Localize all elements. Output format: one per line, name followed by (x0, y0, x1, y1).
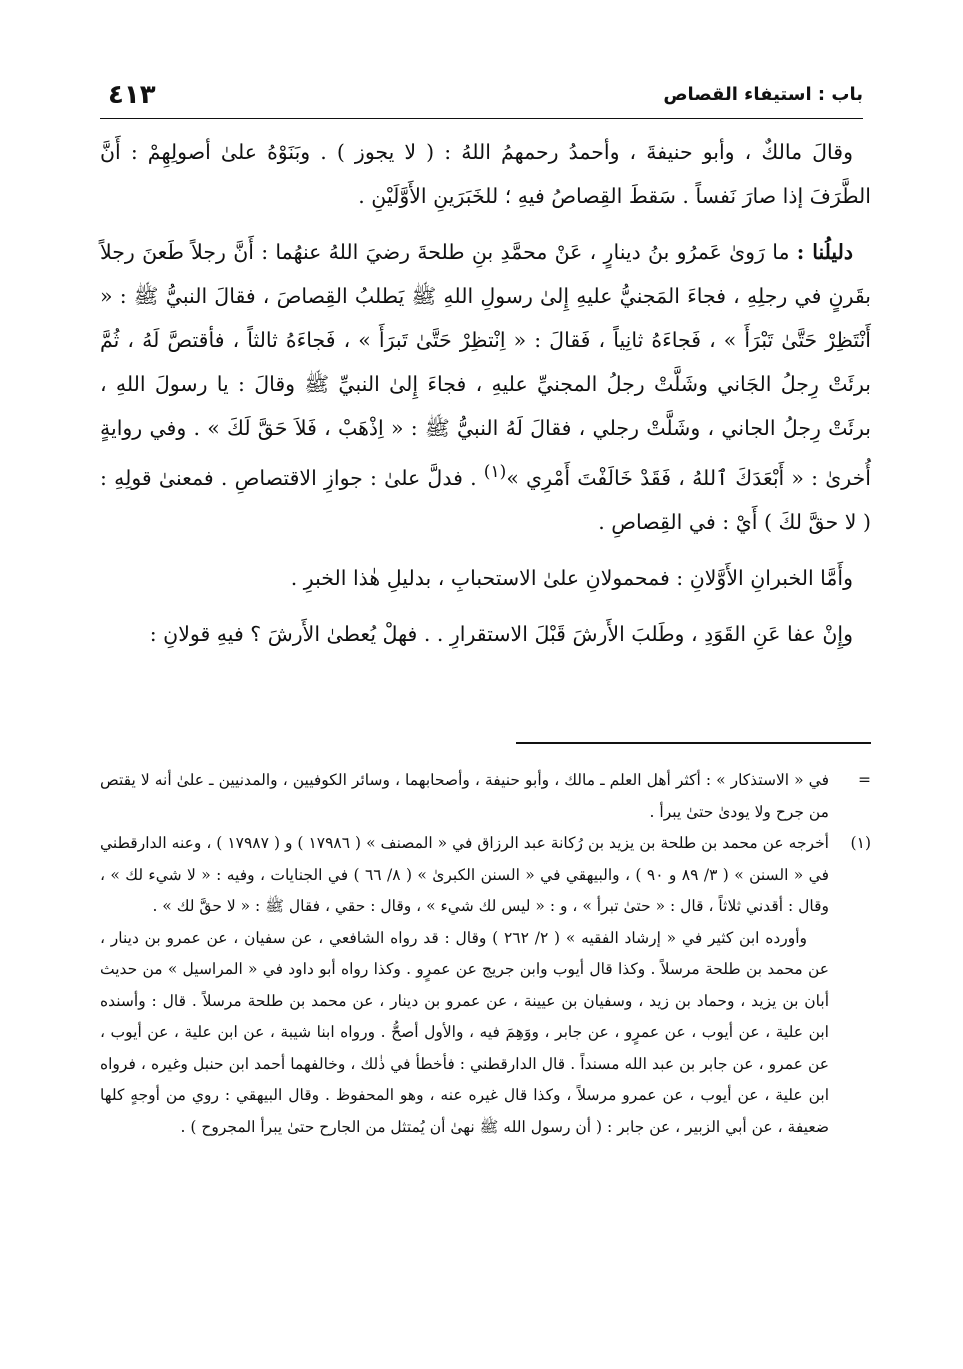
paragraph-3: وأَمَّا الخبرانِ الأَوَّلانِ : فمحمولانِ علىٰ الاستحبابِ ، بدليلِ هٰذا الخبرِ . (290, 565, 853, 590)
footnote-continuation (100, 765, 871, 828)
chapter-title: باب : استيفاء القصاص (663, 84, 863, 105)
paragraph-2-lead: دليلُنا : (796, 240, 853, 264)
paragraph-2 (100, 230, 871, 544)
footnote-1-paragraph-1: أخرجه عن محمد بن طلحة بن يزيد بن رُكانة عبد الرزاق في « المصنف » ( ١٧٩٨٦ ) و ( ١٧٩٨٧ ) ، وعنه الدارقطني في « السنن » ( ٣/ ٨٩ و ٩٠ ) ، والبيهقي في « السنن الكبرىٰ » ( ٨/ ٦٦ ) في الجنايات ، وفيه : « لا شيء لك » ، وقال : أقدني ثلاثاً ، قال : « حتىٰ تبرأ » ، و : « ليس لك شيء » ، وقال : حقي ، فقال ﷺ : « لا حقَّ لك » . (100, 834, 829, 915)
footnote-1-paragraph-2: وأورده ابن كثير في « إرشاد الفقيه » ( ٢/ ٢٦٢ ) وقال : قد رواه الشافعي ، عن سفيان ، عن عمرو بن دينار ، عن محمد بن طلحة مرسلاً . وكذا قال أيوب وابن جريج عن عمرٍو . وكذا رواه أبو داود في « المراسيل » من حديث أبان بن يزيد ، وحماد بن زيد ، وسفيان بن عيينة ، عن عمرو بن دينار ، عن محمد بن طلحة مرسلاً . قال : وأسنده ابن علية ، عن أيوب ، عن عمرٍو ، عن جابر ، ووَهِمَ فيه ، والأول أصحُّ . ورواه ابنا شيبة ، عن ابن علية ، عن أيوب ، عن عمرو ، عن جابر بن عبد الله مسنداً . قال الدارقطني : فأخطأ في ذٰلك ، وخالفهما أحمد ابن حنبل وغيره ، فرواه ابن علية ، عن أيوب ، عن عمرو مرسلاً ، وكذا قال غيره عنه ، وهو المحفوظ . وقال البيهقي : روي من أوجهٍ كلها ضعيفة ، عن أبي الزبير ، عن جابر : ( أن رسول الله ﷺ نهىٰ أن يُمتثل من الجارح حتىٰ يبرأ المجروح ) . (100, 928, 829, 1136)
footnote-1-marker: (١) (850, 834, 871, 852)
paragraph-2-end: . فدلَّ علىٰ : جوازِ الاقتصاصِ . فمعنىٰ قولِهِ : ( لا حقَّ لكَ ) أَيْ : في القِصاصِ . (100, 465, 871, 534)
paragraph-2-text: ما رَوىٰ عَمرُو بنُ دينارٍ ، عَنْ محمَّدِ بنِ طلحةَ رضيَ اللهُ عنهُما : أَنَّ رجلاً طَعنَ رجلاً بقَرنٍ في رجلِهِ ، فجاءَ المَجنيُّ عليهِ إِلىٰ رسولِ اللهِ ﷺ يَطلبُ القِصاصَ ، فقالَ النبيُّ ﷺ : « أَنْتَظِرْ حَتَّىٰ تَبْرَأَ » ، فَجاءَهُ ثانِياً ، فَقالَ : « اِنْتظِرْ حَتَّىٰ تَبرَأَ » ، فَجاءَهُ ثالثاً ، فأقتصَّ لَهُ ، ثُمَّ برئَتْ رِجلُ الجَاني وشَلَّتْ رجلُ المجنيِّ عليهِ ، فجاءَ إِلىٰ النبيِّ ﷺ وقالَ : يا رسولَ اللهِ ، برئَتْ رِجلُ الجاني ، وشَلَّتْ رجلي ، فقالَ لَهُ النبيُّ ﷺ : « اِذْهَبْ ، فَلاَ حَقَّ لَكَ » . وفي روايةٍ أُخرىٰ : « أَبْعَدَكَ ٱللهُ ، فَقَدْ خَالَفْتَ أَمْرِي » (100, 240, 871, 490)
footnote-ref-1[interactable]: (١) (483, 462, 507, 482)
paragraph-4: وإِنْ عفا عَنِ القَوَدِ ، وطَلبَ الأَرشَ قَبْلَ الاستقرارِ . . فهلْ يُعطىٰ الأَرشَ ؟ فيهِ قولانِ : (149, 621, 853, 646)
footnotes (100, 765, 871, 1143)
footnote-separator (516, 742, 871, 744)
continuation-marker: = (858, 771, 871, 789)
page-number: ٤١٣ (108, 80, 156, 110)
main-text (100, 130, 871, 668)
continuation-text: في « الاستذكار » : أكثر أهل العلم ـ مالك ، وأبو حنيفة ، وأصحابهما ، وسائر الكوفيين ، والمدنيين ـ علىٰ أنه لا يقتص من جرح ولا يودىٰ حتىٰ يبرأ . (100, 771, 829, 821)
page-header (100, 78, 863, 119)
footnote-1 (100, 828, 871, 1143)
paragraph-1: وقالَ مالكٌ ، وأبو حنيفةَ ، وأحمدُ رحمهمُ اللهُ : ( لا يجوز ) . وبَنَوْهُ علىٰ أصولِهِمْ : أَنَّ الطَّرَفَ إذا صارَ نَفساً . سَقطَ القِصاصُ فيهِ ؛ للخَبَرَينِ الأَوَّلَيْنِ . (100, 140, 871, 208)
